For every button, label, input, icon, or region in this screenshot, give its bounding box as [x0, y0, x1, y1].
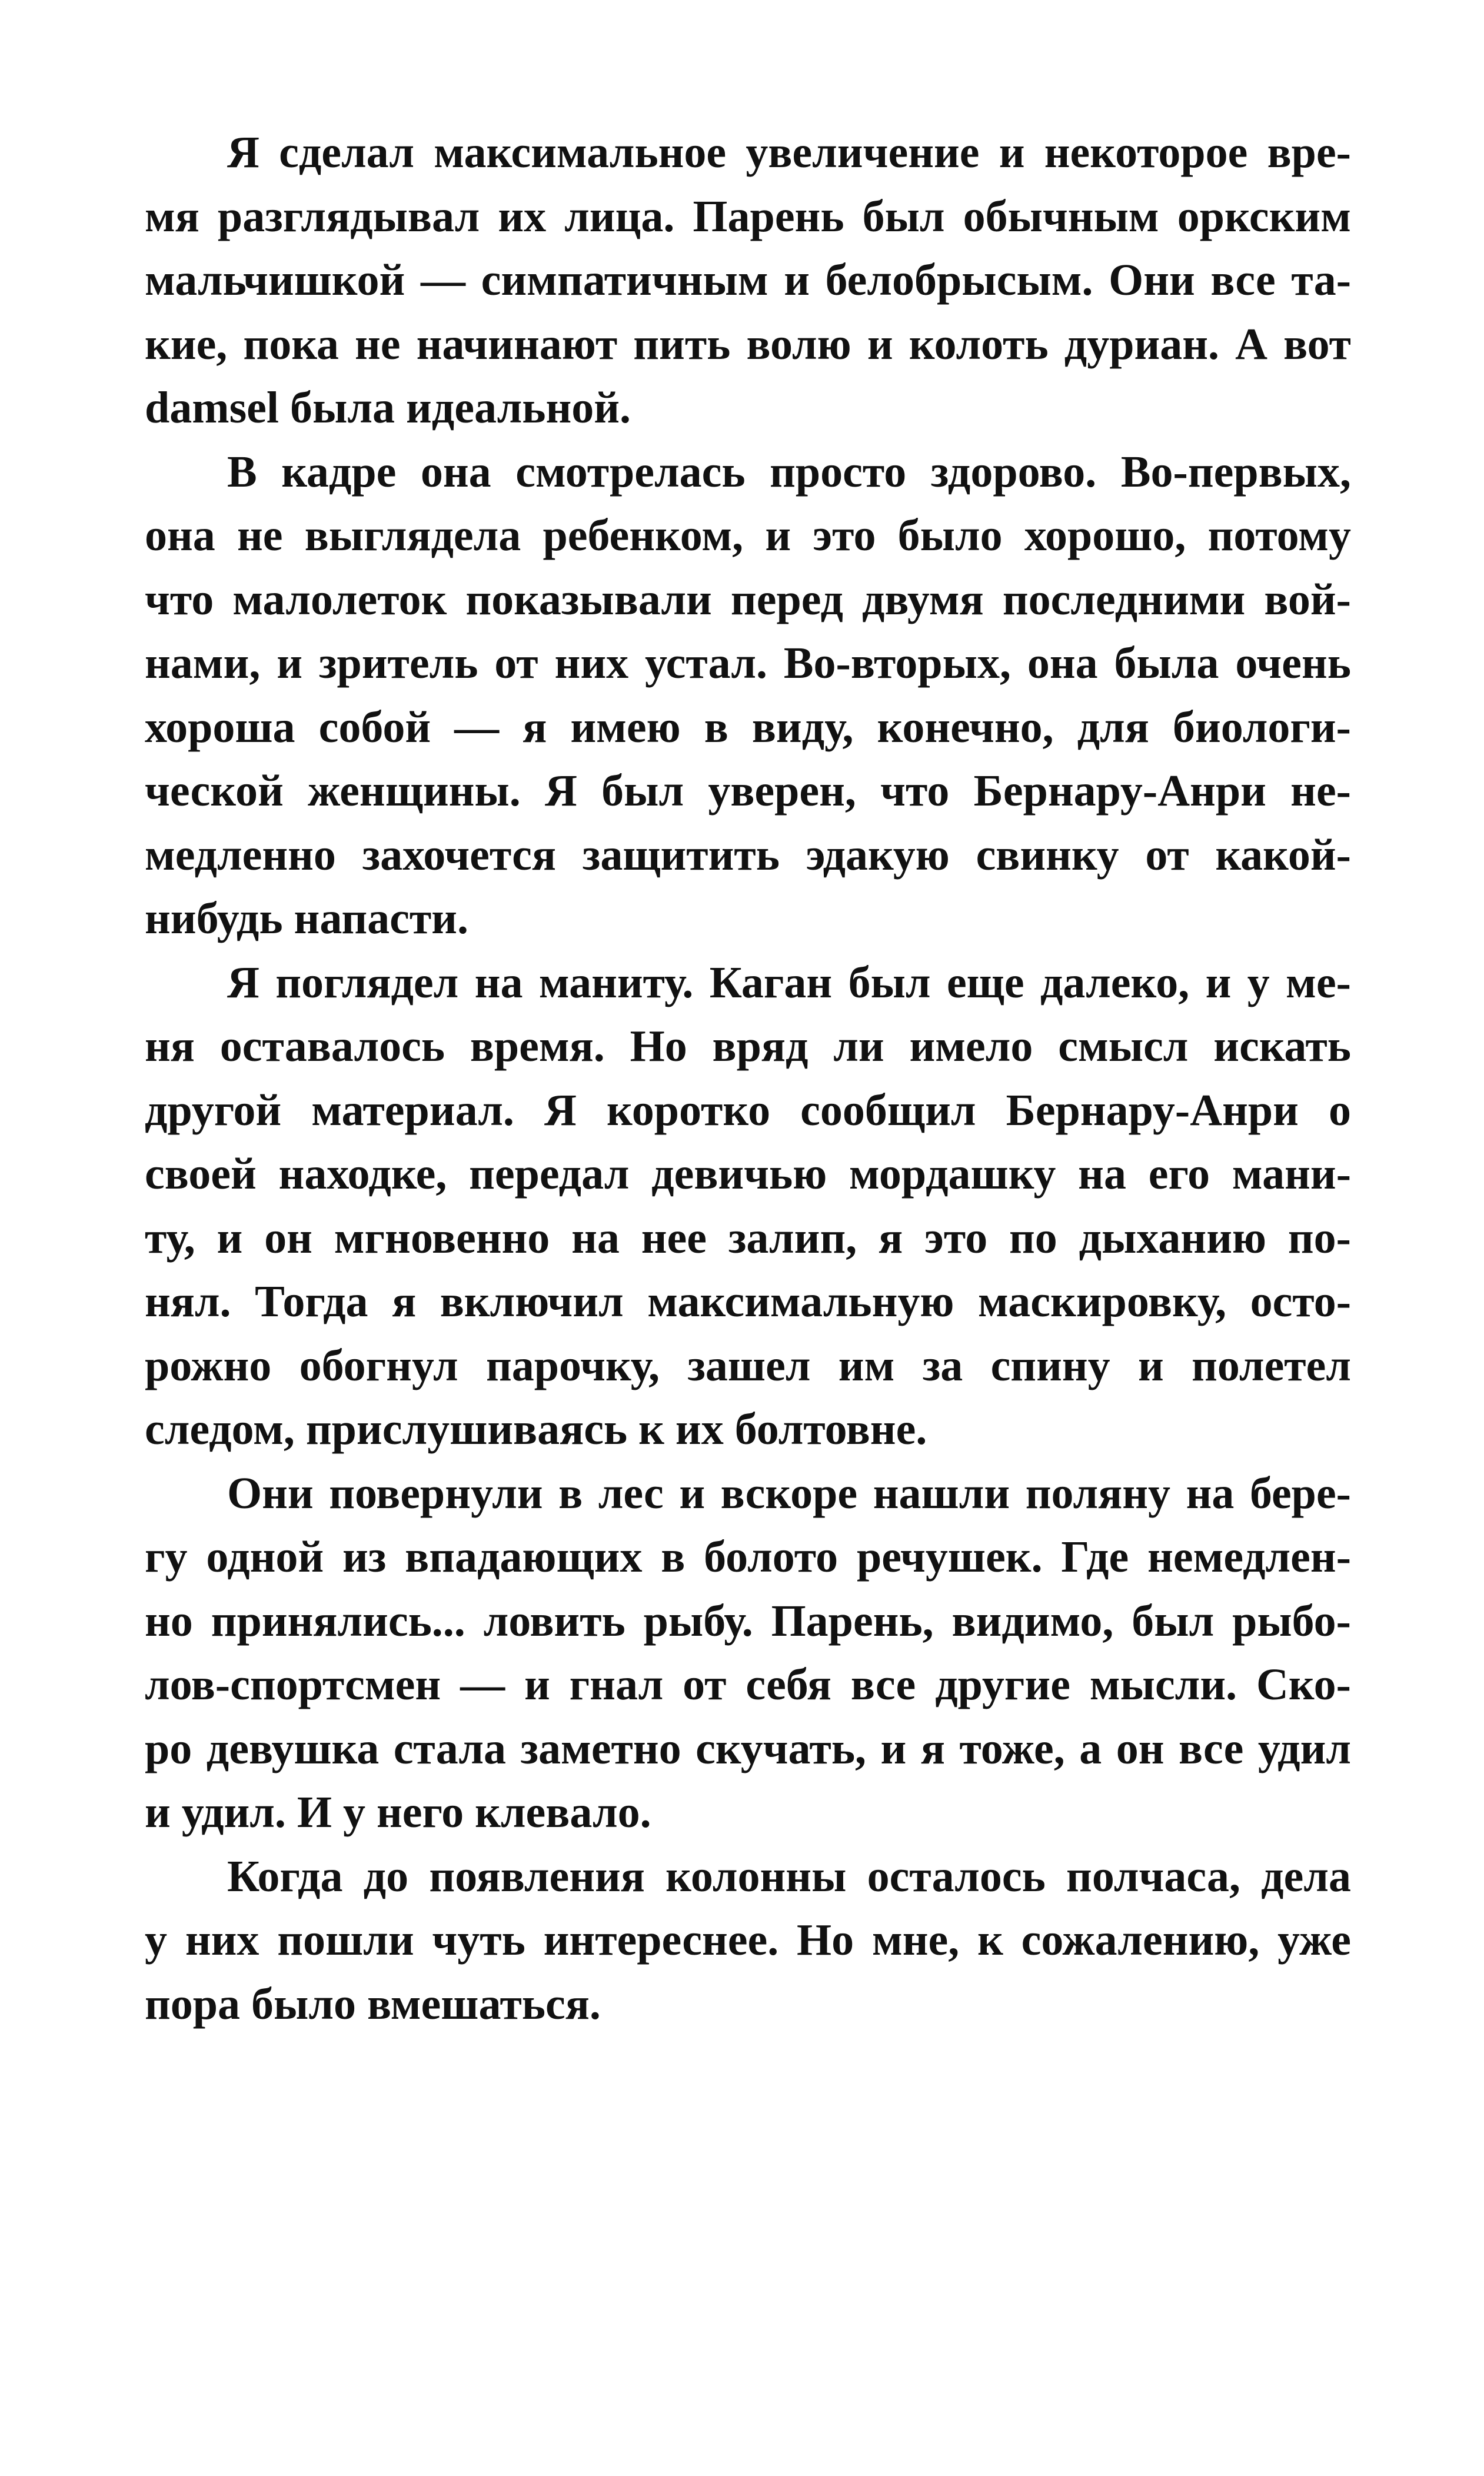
body-text	[145, 121, 1351, 2036]
text-line: гу одной из впадающих в болото речушек. Где немедлен-	[145, 1532, 1351, 1582]
paragraph-2	[145, 440, 1351, 951]
text-line: своей находке, передал девичью мордашку на его мани-	[145, 1149, 1351, 1199]
text-line: пора было вмешаться.	[145, 1979, 601, 2029]
text-line: что малолеток показывали перед двумя последними вой-	[145, 574, 1351, 624]
text-line: хороша собой — я имею в виду, конечно, для биологи-	[145, 702, 1351, 752]
text-line: лов-спортсмен — и гнал от себя все другие мысли. Ско-	[145, 1660, 1351, 1709]
text-line: мальчишкой — симпатичным и белобрысым. Они все та-	[145, 255, 1351, 305]
text-line: нами, и зритель от них устал. Во-вторых, она была очень	[145, 638, 1351, 688]
text-line: нял. Тогда я включил максимальную маскировку, осто-	[145, 1277, 1351, 1326]
paragraph-1	[145, 121, 1351, 440]
text-line: кие, пока не начинают пить волю и колоть дуриан. А вот	[145, 319, 1351, 369]
text-line: но принялись... ловить рыбу. Парень, видимо, был рыбо-	[145, 1596, 1351, 1646]
text-line: Они повернули в лес и вскоре нашли поляну на бере-	[227, 1468, 1351, 1518]
paragraph-3	[145, 951, 1351, 1462]
text-line: ту, и он мгновенно на нее залип, я это по дыханию по-	[145, 1213, 1351, 1263]
text-line: другой материал. Я коротко сообщил Бернару-Анри о	[145, 1085, 1351, 1135]
text-line: мя разглядывал их лица. Парень был обычным оркским	[145, 191, 1351, 241]
text-line: у них пошли чуть интереснее. Но мне, к сожалению, уже	[145, 1915, 1351, 1965]
text-line: В кадре она смотрелась просто здорово. Во-первых,	[227, 447, 1351, 497]
text-line: медленно захочется защитить эдакую свинку от какой-	[145, 830, 1351, 880]
text-line: нибудь напасти.	[145, 894, 468, 943]
paragraph-5	[145, 1845, 1351, 2036]
text-line: она не выглядела ребенком, и это было хорошо, потому	[145, 511, 1351, 560]
text-line: ро девушка стала заметно скучать, и я тоже, а он все удил	[145, 1723, 1351, 1773]
text-line: рожно обогнул парочку, зашел им за спину и полетел	[145, 1340, 1351, 1390]
text-line: damsel была идеальной.	[145, 383, 631, 432]
text-line: Я сделал максимальное увеличение и некоторое вре-	[227, 128, 1351, 177]
paragraph-4	[145, 1462, 1351, 1845]
text-line: ческой женщины. Я был уверен, что Бернару-Анри не-	[145, 766, 1351, 816]
text-line: Когда до появления колонны осталось полчаса, дела	[227, 1851, 1351, 1901]
text-line: следом, прислушиваясь к их болтовне.	[145, 1405, 927, 1454]
text-line: ня оставалось время. Но вряд ли имело смысл искать	[145, 1021, 1351, 1071]
text-line: Я поглядел на маниту. Каган был еще далеко, и у ме-	[227, 957, 1351, 1007]
text-line: и удил. И у него клевало.	[145, 1788, 651, 1837]
